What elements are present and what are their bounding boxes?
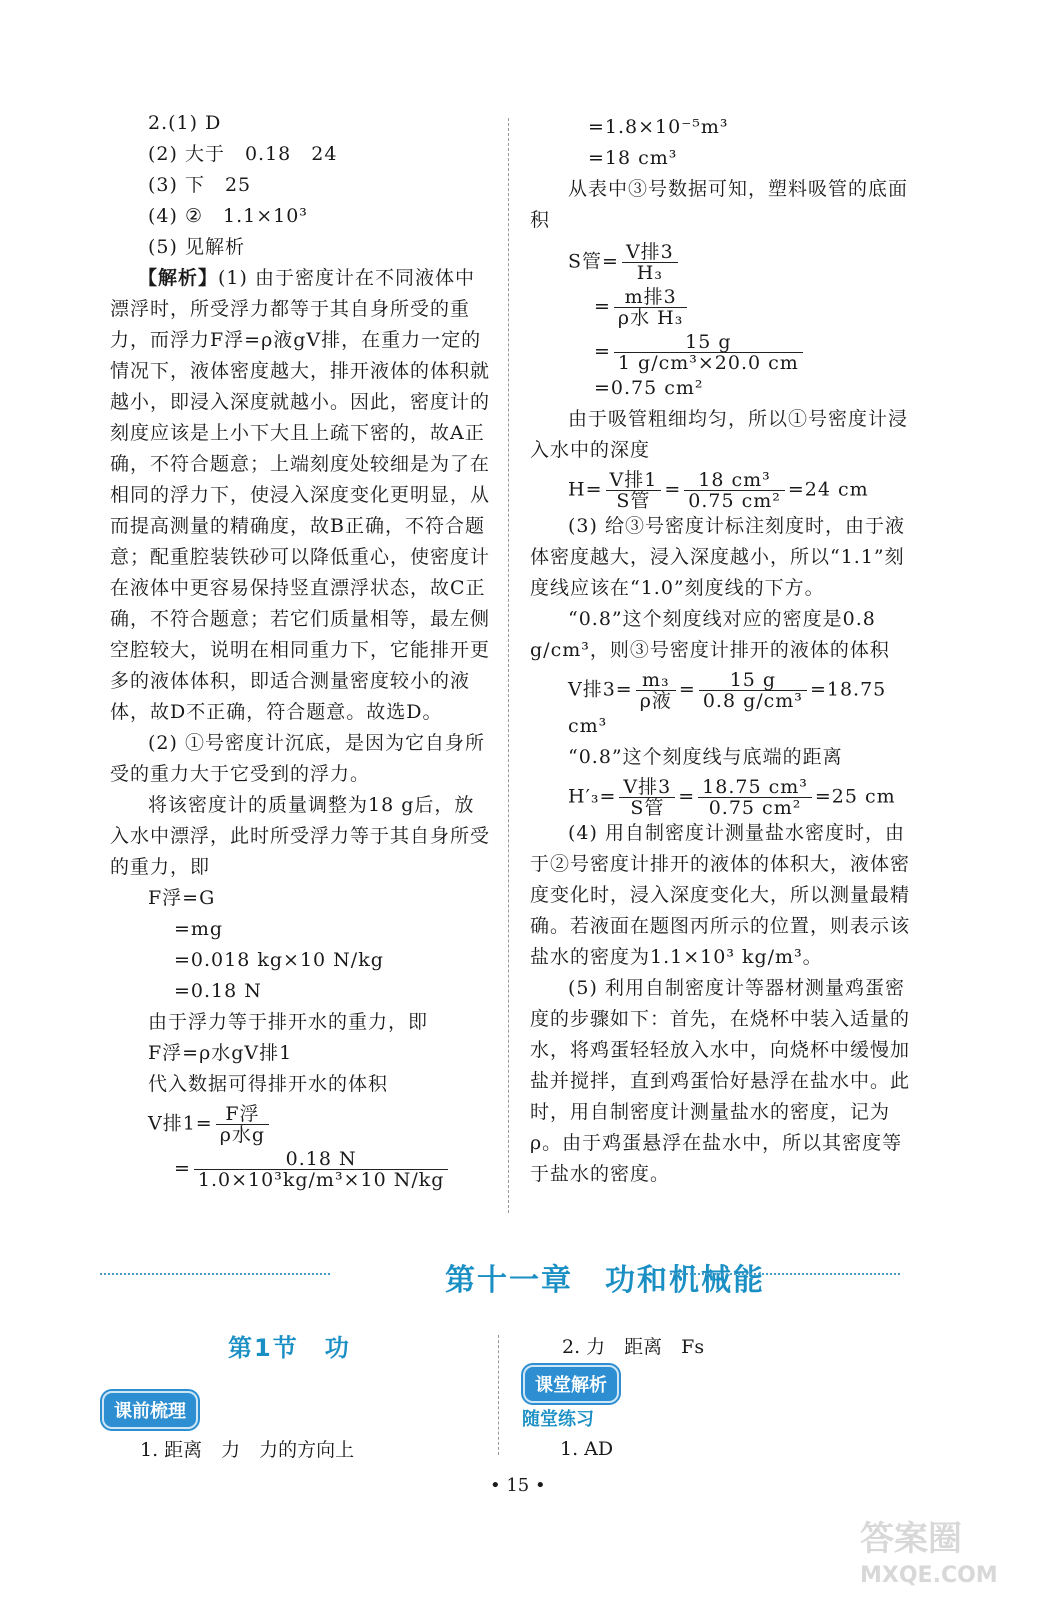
fraction: $\frac{15 g}{\text{0.8 g/cm³}}$	[699, 670, 807, 711]
answer-line: (4) ② 1.1×10³	[148, 205, 308, 227]
fraction: $\frac{\text{m₃}}{\text{ρ液}}$	[636, 670, 676, 711]
answer-line: 1. AD	[560, 1438, 614, 1460]
text-line: “0.8”这个刻度线对应的密度是0.8 g/cm³，则③号密度计排开的液体的体积	[530, 608, 890, 661]
equation: =1.8×10⁻⁵m³	[588, 116, 729, 138]
badge-pre-class: 课前梳理	[102, 1391, 198, 1429]
fraction: $\frac{\text{F浮}}{\text{ρ水g}}$	[216, 1104, 269, 1145]
text-line: 从表中③号数据可知，塑料吸管的底面积	[530, 178, 909, 231]
analysis-paragraph: (2) ①号密度计沉底，是因为它自身所受的重力大于它受到的浮力。	[110, 732, 485, 785]
answer-line: (5) 见解析	[148, 236, 245, 258]
equation: F浮=ρ水gV排1	[148, 1042, 293, 1064]
svg-text:MXQE.COM: MXQE.COM	[860, 1563, 998, 1588]
chapter-header	[100, 1255, 900, 1298]
analysis-paragraph: 将该密度计的质量调整为18 g后，放入水中漂浮，此时所受浮力等于其自身所受的重力，即	[110, 794, 491, 878]
answer-line: (3) 下 25	[148, 174, 252, 196]
text-line: (3) 给③号密度计标注刻度时，由于液体密度越大，浸入深度越小，所以“1.1”刻度线应该在“1.0”刻度线的下方。	[530, 515, 905, 599]
equation: = $\frac{0.18 N}{\text{1.0×10³kg/m³×10 N/kg}}$	[110, 1149, 490, 1190]
analysis-label: 【解析】	[138, 267, 219, 289]
equation: = $\frac{15 g}{\text{1 g/cm³×20.0 cm}}$	[530, 332, 910, 373]
equation: V排3= $\frac{\text{m₃}}{\text{ρ液}}$ = $\frac{15 g}{\text{0.8 g/cm³}}$ =18.75 cm³	[568, 669, 887, 737]
fraction: $\frac{\text{V排1}}{\text{S管}}$	[606, 470, 662, 511]
badge-in-class: 课堂解析	[523, 1365, 619, 1403]
analysis-text: (1) 由于密度计在不同液体中漂浮时，所受浮力都等于其自身所受的重力，而浮力F浮=ρ液gV排，在重力一定的情况下，液体密度越大，排开液体的体积就越小，即浸入深度就越小。因此，密度计的刻度应该是上小下大且上疏下密的，故A正确，不符合题意；上端刻度处较细是为了在相同的浮力下，使浸入深度变化更明显，从而提高测量的精确度，故B正确，不符合题意；配重腔装铁砂可以降低重心，使密度计在液体中更容易保持竖直漂浮状态，故C正确，不符合题意；若它们质量相等，最左侧空腔较大，说明在相同重力下，它能排开更多的液体体积，即适合测量密度较小的液体，故D不正确，符合题意。故选D。	[110, 267, 491, 723]
watermark-logo	[850, 1510, 1030, 1590]
answer-line: 2.(1) D	[148, 112, 222, 134]
fraction: $\frac{15 g}{\text{1 g/cm³×20.0 cm}}$	[614, 332, 803, 373]
text-line: (4) 用自制密度计测量盐水密度时，由于②号密度计排开的液体的体积大，液体密度变化时，浸入深度变化大，所以测量最精确。若液面在题图丙所示的位置，则表示该盐水的密度为1.1×10³ kg/m³。	[530, 822, 911, 968]
fraction: $\frac{\text{18 cm³}}{\text{0.75 cm²}}$	[684, 470, 785, 511]
column-divider	[508, 118, 509, 1213]
equation: S管= $\frac{\text{V排3}}{\text{H₃}}$	[530, 242, 910, 283]
equation: V排1= $\frac{\text{F浮}}{\text{ρ水g}}$	[110, 1104, 490, 1145]
left-column	[110, 108, 490, 1190]
dotted-rule	[100, 1273, 330, 1275]
text-line: 由于浮力等于排开水的重力，即	[148, 1011, 429, 1033]
answer-line: 1. 距离 力 力的方向上	[140, 1439, 355, 1461]
answer-line: (2) 大于 0.18 24	[148, 143, 338, 165]
dotted-rule	[670, 1273, 900, 1275]
equation: = $\frac{\text{m排3}}{\text{ρ水 H₃}}$	[530, 287, 910, 328]
svg-text:答案圈: 答案圈	[860, 1519, 962, 1559]
equation: =mg	[174, 918, 224, 940]
practice-label: 随堂练习	[522, 1409, 594, 1430]
fraction: $\frac{\text{V排3}}{\text{H₃}}$	[622, 242, 678, 283]
fraction: $\frac{\text{18.75 cm³}}{\text{0.75 cm²}}$	[698, 777, 812, 818]
chapter-title: 第十一章 功和机械能	[445, 1263, 765, 1298]
right-column	[530, 112, 910, 1190]
equation: =0.75 cm²	[594, 377, 704, 399]
analysis-paragraph	[110, 263, 490, 728]
text-line: 由于吸管粗细均匀，所以①号密度计浸入水中的深度	[530, 408, 909, 461]
fraction: $\frac{\text{V排3}}{\text{S管}}$	[619, 777, 675, 818]
equation: H= $\frac{\text{V排1}}{\text{S管}}$ = $\frac{\text{18 cm³}}{\text{0.75 cm²}}$ =24 cm	[568, 469, 869, 512]
column-divider	[498, 1335, 499, 1455]
fraction: $\frac{0.18 N}{\text{1.0×10³kg/m³×10 N/kg}}$	[194, 1149, 448, 1190]
text-line: 代入数据可得排开水的体积	[148, 1073, 389, 1095]
text-line: (5) 利用自制密度计等器材测量鸡蛋密度的步骤如下：首先，在烧杯中装入适量的水，将鸡蛋轻轻放入水中，向烧杯中缓慢加盐并搅拌，直到鸡蛋恰好悬浮在盐水中。此时，用自制密度计测量盐水的密度，记为ρ。由于鸡蛋悬浮在盐水中，所以其密度等于盐水的密度。	[530, 977, 911, 1185]
answer-line: 2. 力 距离 Fs	[562, 1336, 705, 1358]
equation: H′₃= $\frac{\text{V排3}}{\text{S管}}$ = $\frac{\text{18.75 cm³}}{\text{0.75 cm²}}$ =25 cm	[568, 776, 896, 819]
equation: =0.018 kg×10 N/kg	[174, 949, 384, 971]
equation: F浮=G	[148, 887, 216, 909]
text-line: “0.8”这个刻度线与底端的距离	[568, 746, 843, 768]
page-number: • 15 •	[490, 1475, 546, 1496]
equation: =18 cm³	[588, 147, 678, 169]
fraction: $\frac{\text{m排3}}{\text{ρ水 H₃}}$	[614, 287, 687, 328]
section-title: 第1节 功	[228, 1334, 351, 1362]
equation: =0.18 N	[174, 980, 262, 1002]
